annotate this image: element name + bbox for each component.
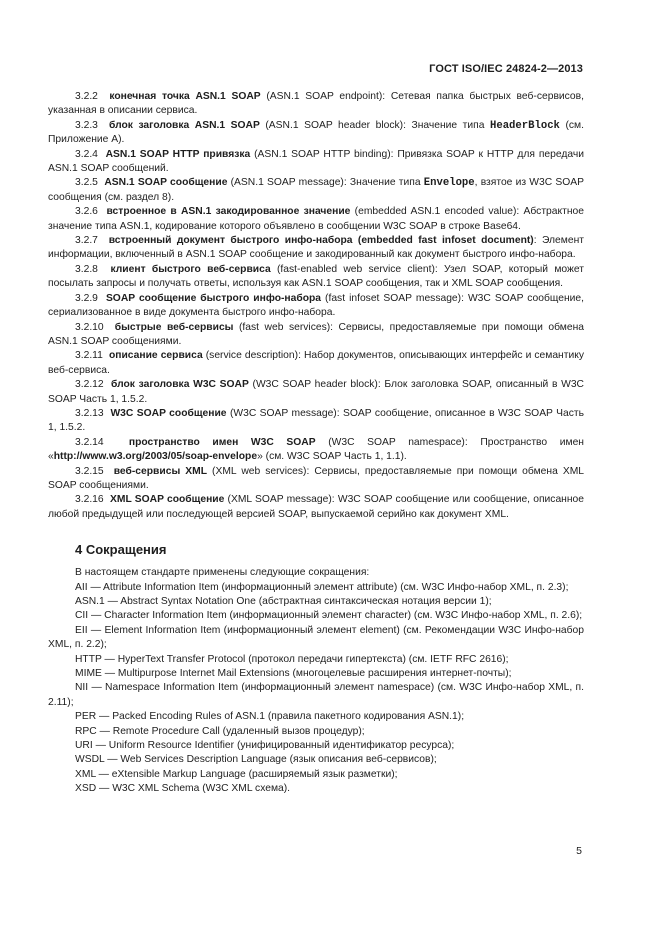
abbreviation-item: CII — Character Information Item (информационный элемент character) (см. W3C Инфо-набор XML, п. 2.6); bbox=[75, 610, 583, 622]
abbreviation-item: XML — eXtensible Markup Language (расширяемый язык разметки); bbox=[75, 768, 398, 780]
definition-3-2-5: 3.2.5 ASN.1 SOAP сообщение (ASN.1 SOAP message): Значение типа Envelope, взятое из W3C SOAP сообщения (см. раздел 8). bbox=[48, 177, 584, 203]
abbreviation-item: ASN.1 — Abstract Syntax Notation One (абстрактная синтаксическая нотация версии 1); bbox=[75, 596, 492, 607]
term: W3C SOAP сообщение bbox=[110, 407, 227, 419]
abbreviation-item: RPC — Remote Procedure Call (удаленный вызов процедур); bbox=[75, 725, 365, 737]
term: веб-сервисы XML bbox=[113, 465, 208, 477]
definition-3-2-6: 3.2.6 встроенное в ASN.1 закодированное значение (embedded ASN.1 encoded value): Абстрактное значение типа ASN.1, кодирование которого объявлено в сообщении W3C SOAP в строке Base64. bbox=[48, 206, 584, 232]
term: ASN.1 SOAP сообщение bbox=[104, 177, 228, 189]
term: быстрые веб-сервисы bbox=[114, 321, 234, 333]
definition-3-2-11: 3.2.11 описание сервиса (service description): Набор документов, описывающих интерфейс и семантику веб-сервиса. bbox=[48, 350, 584, 376]
definition-3-2-2: 3.2.2 конечная точка ASN.1 SOAP (ASN.1 SOAP endpoint): Сетевая папка быстрых веб-сервисов, указанная в описании сервиса. bbox=[48, 91, 584, 117]
namespace-url: http://www.w3.org/2003/05/soap-envelope bbox=[53, 451, 258, 463]
abbreviation-item: URI — Uniform Resource Identifier (унифицированный идентификатор ресурса); bbox=[75, 740, 455, 752]
abbreviation-item: XSD — W3C XML Schema (W3C XML схема). bbox=[75, 783, 291, 795]
abbreviation-item: PER — Packed Encoding Rules of ASN.1 (правила пакетного кодирования ASN.1); bbox=[75, 711, 465, 723]
code-type: Envelope bbox=[423, 177, 475, 190]
document-body bbox=[48, 90, 584, 797]
abbreviation-item: MIME — Multipurpose Internet Mail Extensions (многоцелевые расширения интернет-почты); bbox=[75, 668, 512, 680]
term: клиент быстрого веб-сервиса bbox=[110, 263, 271, 275]
definition-3-2-15: 3.2.15 веб-сервисы XML (XML web services): Сервисы, предоставляемые при помощи обмена XML SOAP сообщениями. bbox=[48, 465, 585, 491]
term: встроенное в ASN.1 закодированное значение bbox=[106, 206, 351, 218]
abbreviation-item: HTTP — HyperText Transfer Protocol (протокол передачи гипертекста) (см. IETF RFC 2616); bbox=[75, 653, 509, 665]
term: пространство имен W3C SOAP bbox=[128, 436, 316, 448]
term: встроенный документ быстрого инфо-набора (embedded fast infoset document) bbox=[108, 235, 534, 247]
definition-3-2-10: 3.2.10 быстрые веб-сервисы (fast web services): Сервисы, предоставляемые при помощи обмена ASN.1 SOAP сообщениями. bbox=[48, 321, 584, 347]
definition-3-2-13: 3.2.13 W3C SOAP сообщение (W3C SOAP message): SOAP сообщение, описанное в W3C SOAP Часть 1, 1.5.2. bbox=[48, 407, 584, 434]
definition-3-2-3: 3.2.3 блок заголовка ASN.1 SOAP (ASN.1 SOAP header block): Значение типа HeaderBlock (см. Приложение А). bbox=[48, 119, 584, 146]
definition-3-2-16: 3.2.16 XML SOAP сообщение (XML SOAP message): W3C SOAP сообщение или сообщение, описанное любой предыдущей или последующей версией SOAP, выпускаемой серийно как документ XML. bbox=[48, 494, 584, 520]
definition-3-2-9: 3.2.9 SOAP сообщение быстрого инфо-набора (fast infoset SOAP message): W3C SOAP сообщение, сериализованное в виде документа быстрого инфо-набора. bbox=[48, 292, 584, 319]
code-type: HeaderBlock bbox=[489, 119, 560, 132]
term: блок заголовка ASN.1 SOAP bbox=[108, 119, 260, 131]
section-intro: В настоящем стандарте применены следующие сокращения: bbox=[75, 567, 370, 579]
term: XML SOAP сообщение bbox=[110, 494, 225, 506]
abbreviation-item: EII — Element Information Item (информационный элемент element) (см. Рекомендации W3C Инфо-набор XML, п. 2.2); bbox=[48, 624, 584, 651]
definition-3-2-12: 3.2.12 блок заголовка W3C SOAP (W3C SOAP header block): Блок заголовка SOAP, описанный в W3C SOAP Часть 1, 1.5.2. bbox=[48, 379, 584, 405]
term: блок заголовка W3C SOAP bbox=[111, 379, 249, 391]
term: описание сервиса bbox=[108, 350, 203, 362]
abbreviation-item: NII — Namespace Information Item (информационный элемент namespace) (см. W3C Инфо-набор XML, п. 2.11); bbox=[48, 682, 584, 708]
term: конечная точка ASN.1 SOAP bbox=[109, 91, 261, 102]
standard-header: ГОСТ ISO/IEC 24824-2—2013 bbox=[429, 63, 583, 75]
abbreviation-item: AII — Attribute Information Item (информационный элемент attribute) (см. W3C Инфо-набор XML, п. 2.3); bbox=[75, 581, 569, 593]
term: SOAP сообщение быстрого инфо-набора bbox=[105, 292, 322, 304]
definition-3-2-14: 3.2.14 пространство имен W3C SOAP (W3C SOAP namespace): Пространство имен «http://www.w3.org/2003/05/soap-envelope» (см. W3C SOAP Часть 1, 1.1). bbox=[48, 436, 584, 463]
abbreviation-item: WSDL — Web Services Description Language (язык описания веб-сервисов); bbox=[75, 754, 437, 766]
section-heading: 4 Сокращения bbox=[75, 542, 167, 558]
definition-3-2-8: 3.2.8 клиент быстрого веб-сервиса (fast-enabled web service client): Узел SOAP, который может посылать запросы и получать ответы, используя как ASN.1 SOAP сообщения, так и XML SOAP сообщения. bbox=[48, 263, 585, 290]
definition-3-2-4: 3.2.4 ASN.1 SOAP HTTP привязка (ASN.1 SOAP HTTP binding): Привязка SOAP к HTTP для передачи ASN.1 SOAP сообщений. bbox=[48, 148, 584, 175]
page-number: 5 bbox=[576, 845, 582, 857]
definition-3-2-7: 3.2.7 встроенный документ быстрого инфо-набора (embedded fast infoset document): Элемент информации, включенный в ASN.1 SOAP сообщение и закодированный как документ быстрого инфо-набора. bbox=[48, 235, 584, 261]
term: ASN.1 SOAP HTTP привязка bbox=[105, 148, 251, 160]
